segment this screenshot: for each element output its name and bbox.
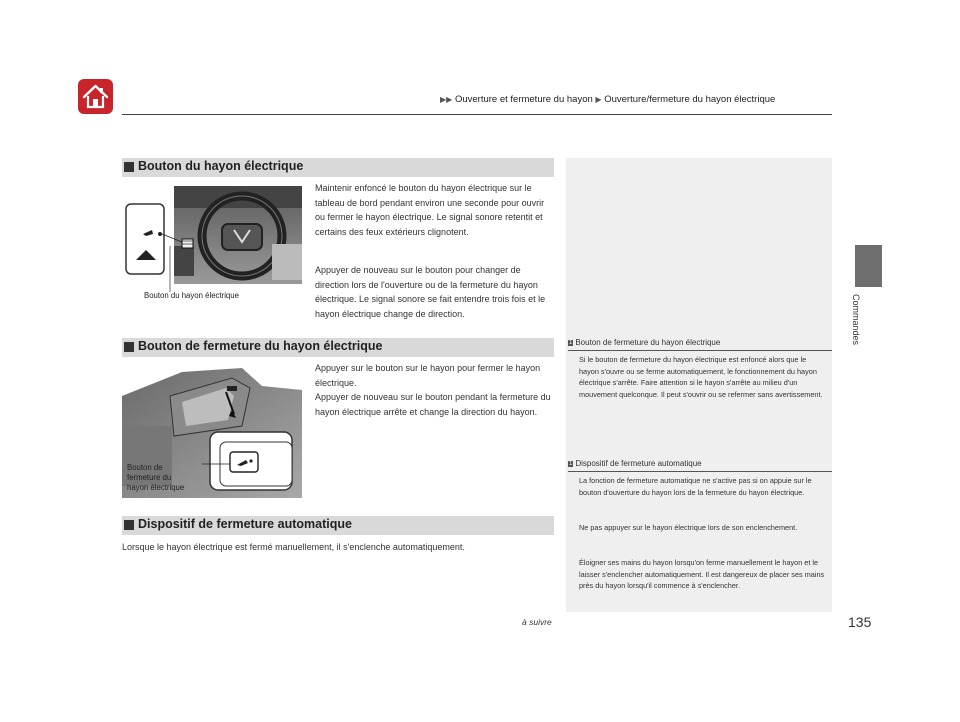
note-title[interactable]: 1 Bouton de fermeture du hayon électrique: [569, 338, 721, 347]
header-divider: [122, 114, 832, 115]
section-paragraph: Lorsque le hayon électrique est fermé manuellement, il s'enclenche automatiquement.: [122, 542, 465, 552]
section-square-icon: [124, 162, 134, 172]
breadcrumb-arrow-icon: ▶▶: [440, 95, 453, 104]
home-button[interactable]: [78, 79, 113, 114]
note-paragraph: Si le bouton de fermeture du hayon électrique est enfoncé alors que le hayon s'ouvre ou se ferme automatiquement, le fonctionnement du hayon électrique s'arrête. Faire attention si le hayon s'arrête au milieu d'un mouvement quelconque. Il peut s'ouvrir ou se refermer sans avertissement.: [579, 355, 823, 399]
image-caption: Bouton de fermeture du hayon électrique: [127, 463, 185, 492]
chapter-tab[interactable]: [855, 245, 882, 287]
dashboard-illustration: [122, 186, 302, 306]
image-caption: Bouton du hayon électrique: [144, 291, 239, 300]
chapter-label: Commandes: [851, 294, 861, 346]
section-header: [122, 516, 554, 535]
section-title: Dispositif de fermeture automatique: [138, 517, 352, 531]
section-paragraph: Appuyer de nouveau sur le bouton pour changer de direction lors de l'ouverture ou de la fermeture du hayon électrique. Le signal sonore se fait entendre trois fois et le hayon électrique change de direction.: [315, 265, 546, 319]
section-header: [122, 338, 554, 357]
continued-label: à suivre: [522, 617, 552, 627]
breadcrumb-item[interactable]: Ouverture/fermeture du hayon électrique: [604, 94, 776, 105]
section-title: Bouton de fermeture du hayon électrique: [138, 339, 383, 353]
breadcrumb-arrow-icon: ▶: [595, 95, 602, 104]
home-icon: [78, 79, 113, 114]
note-divider: [568, 471, 832, 472]
note-divider: [568, 350, 832, 351]
section-paragraph: Maintenir enfoncé le bouton du hayon électrique sur le tableau de bord pendant environ une seconde pour ouvrir ou fermer le hayon électrique. Le signal sonore retentit et certains des feux extérieurs clignotent.: [315, 183, 545, 237]
breadcrumb: [440, 94, 775, 105]
section-paragraph: Appuyer de nouveau sur le bouton pendant la fermeture du hayon électrique arrête et change la direction du hayon.: [315, 392, 551, 417]
note-number: 1: [569, 461, 573, 467]
note-title[interactable]: 1 Dispositif de fermeture automatique: [569, 459, 702, 468]
section-square-icon: [124, 520, 134, 530]
section-header: [122, 158, 554, 177]
section-square-icon: [124, 342, 134, 352]
note-paragraph: Éloigner ses mains du hayon lorsqu'on ferme manuellement le hayon et le laisser s'enclencher automatiquement. Il est dangereux de placer ses mains près du hayon lorsqu'il commence à s'enclencher.: [579, 558, 825, 591]
note-paragraph: Ne pas appuyer sur le hayon électrique lors de son enclenchement.: [579, 523, 798, 532]
page-number: 135: [848, 614, 872, 630]
note-paragraph: La fonction de fermeture automatique ne s'active pas si on appuie sur le bouton d'ouverture du hayon lors de la fermeture du hayon électrique.: [579, 476, 812, 497]
section-title: Bouton du hayon électrique: [138, 159, 304, 173]
note-number: 1: [569, 340, 573, 346]
breadcrumb-item[interactable]: Ouverture et fermeture du hayon: [454, 94, 593, 105]
section-paragraph: Appuyer sur le bouton sur le hayon pour fermer le hayon électrique.: [315, 363, 541, 388]
